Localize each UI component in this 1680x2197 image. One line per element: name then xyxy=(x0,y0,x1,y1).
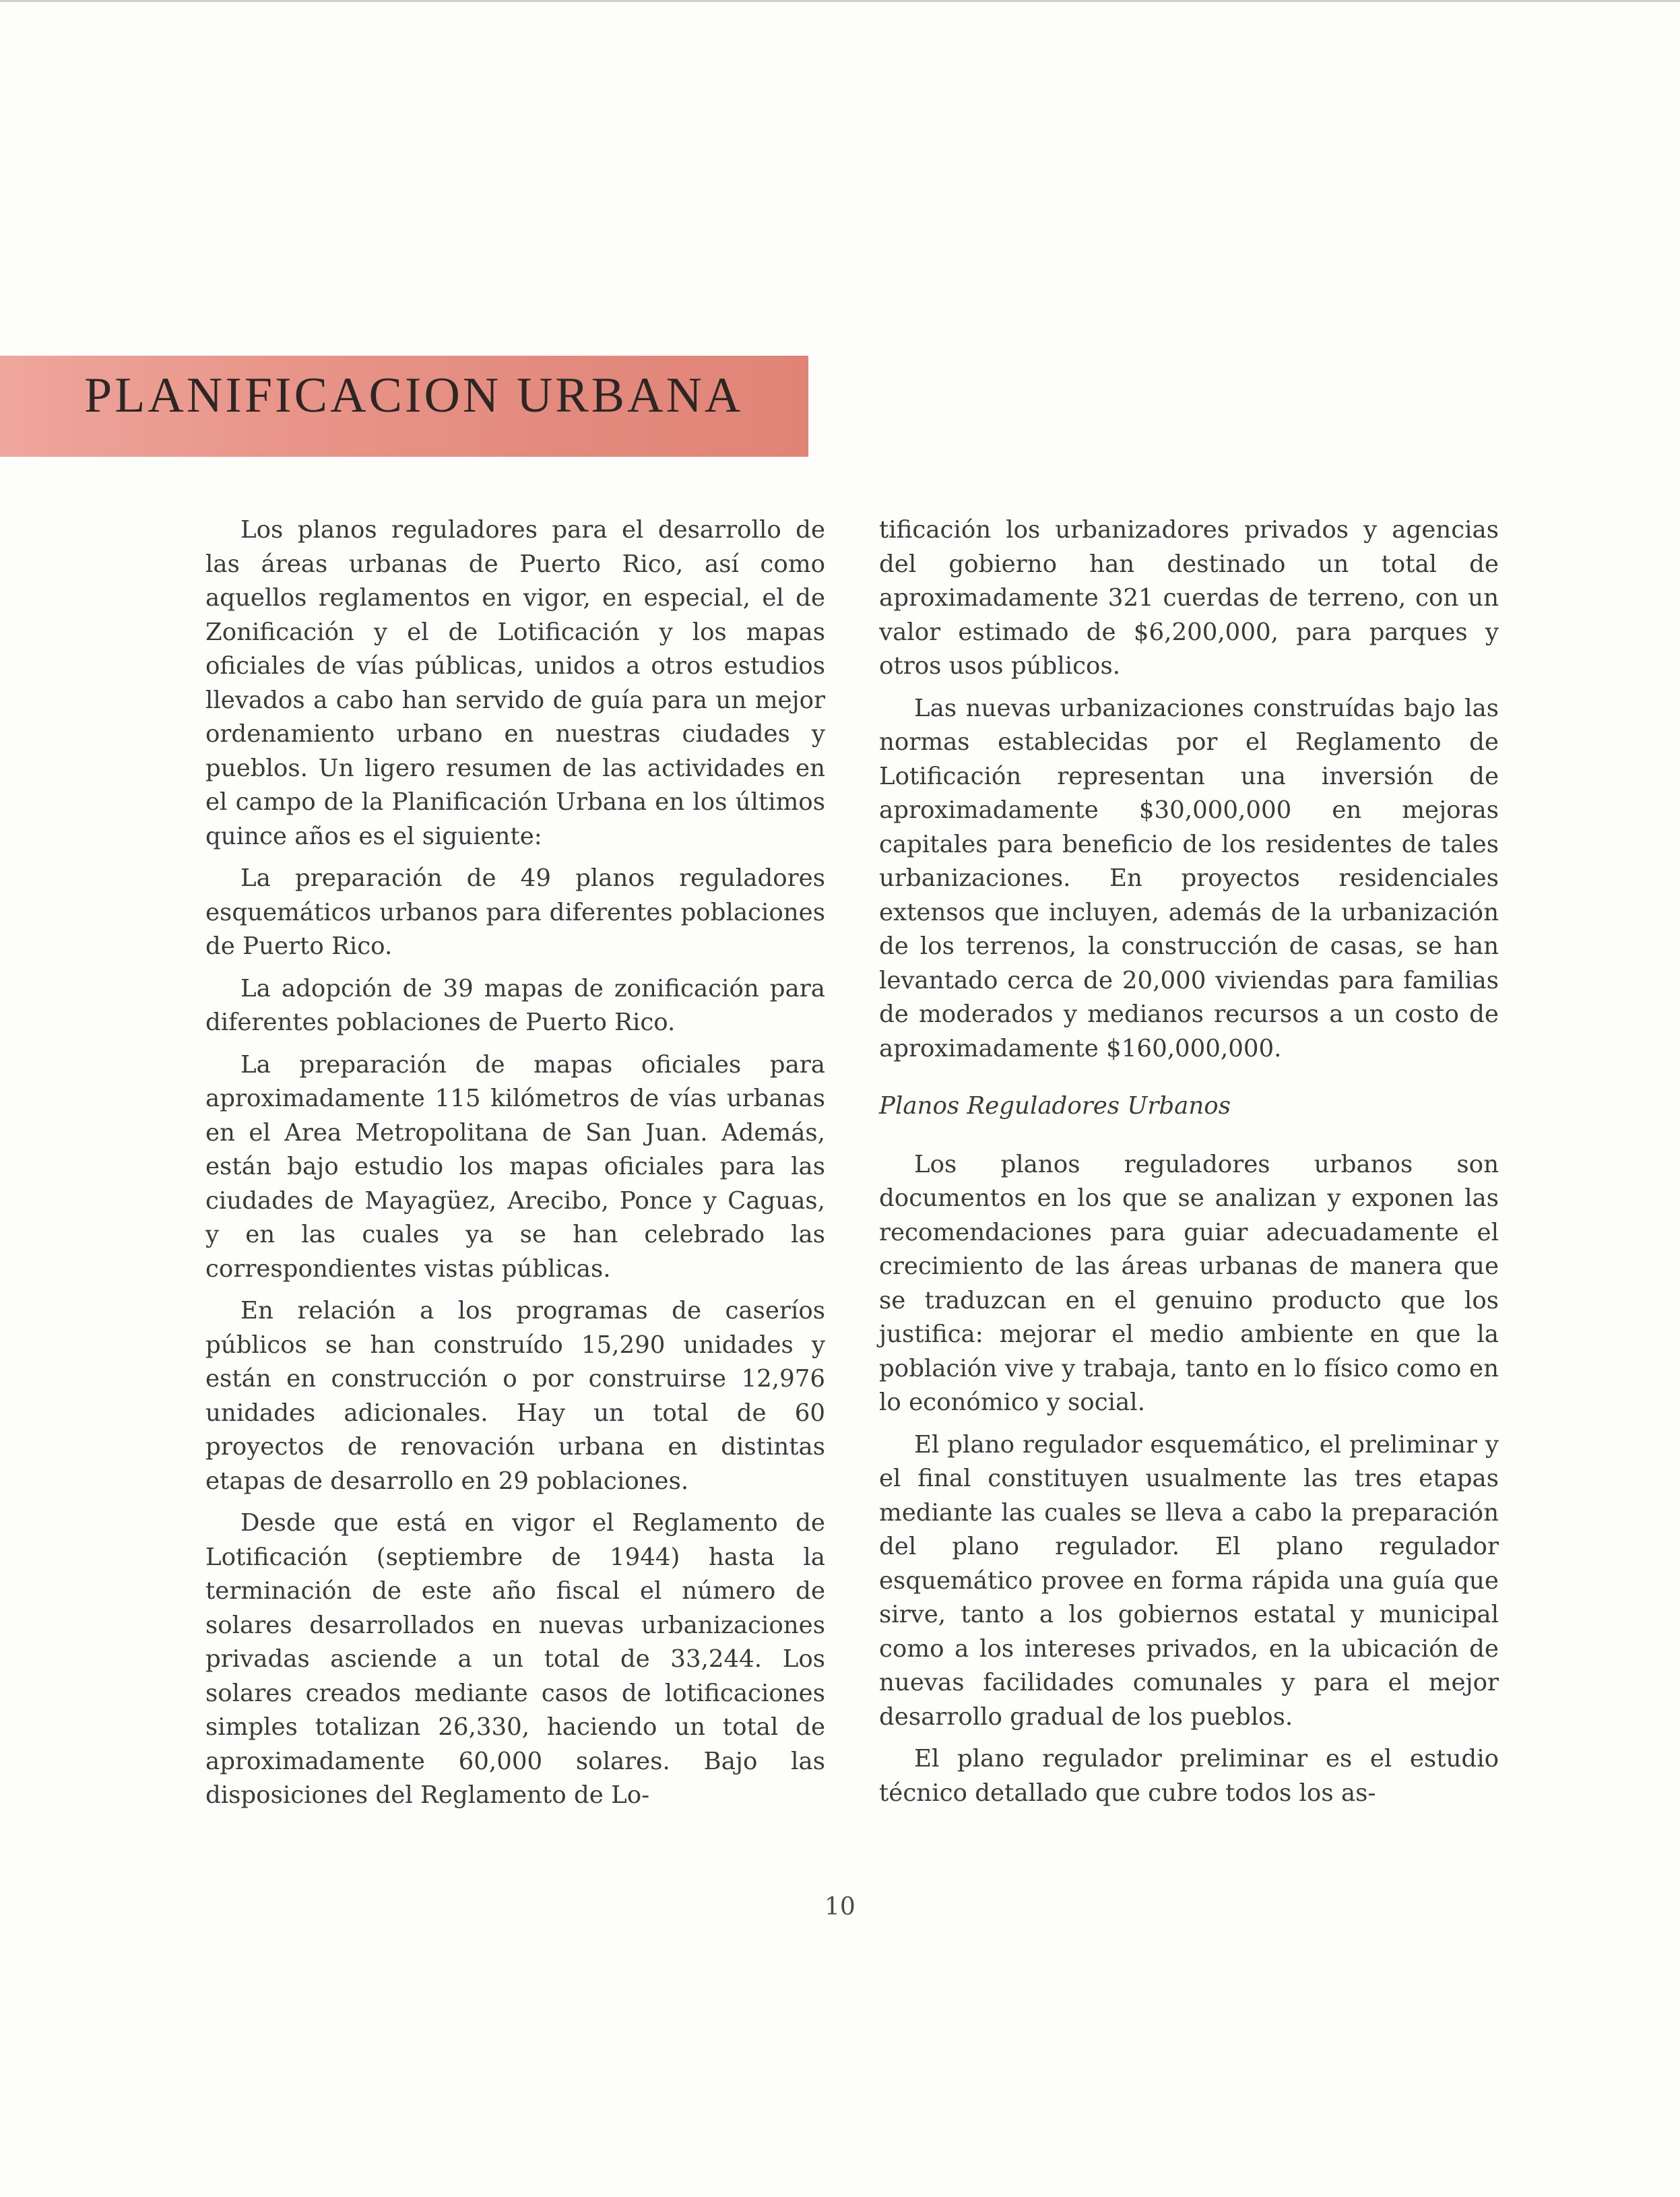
page-number: 10 xyxy=(825,1893,855,1921)
body-paragraph: El plano regulador esquemático, el preliminar y el final constituyen usualmente las tres etapas mediante las cuales se lleva a cabo la preparación del plano regulador. El plano regulador esquemático provee en forma rápida una guía que sirve, tanto a los gobiernos estatal y municipal como a los intereses privados, en la ubicación de nuevas facilidades comunales y para el mejor desarrollo gradual de los pueblos. xyxy=(879,1430,1499,1731)
body-paragraph: El plano regulador preliminar es el estudio técnico detallado que cubre todos los as- xyxy=(879,1745,1499,1807)
body-paragraph: Las nuevas urbanizaciones construídas bajo las normas establecidas por el Reglamento de Lotificación representan una inversión de aproximadamente $30,000,000 en mejoras capitales para beneficio de los residentes de tales urbanizaciones. En proyectos residenciales extensos que incluyen, además de la urbanización de los terrenos, la construcción de casas, se han levantado cerca de 20,000 viviendas para familias de moderados y medianos recursos a un costo de aproximadamente $160,000,000. xyxy=(879,694,1499,1062)
body-paragraph: La adopción de 39 mapas de zonificación para diferentes poblaciones de Puerto Rico. xyxy=(205,974,825,1036)
body-paragraph: La preparación de mapas oficiales para aproximadamente 115 kilómetros de vías urbanas en el Area Metropolitana de San Juan. Además, están bajo estudio los mapas oficiales para las ciudades de Mayagüez, Arecibo, Ponce y Caguas, y en las cuales ya se han celebrado las correspondientes vistas públicas. xyxy=(205,1050,825,1283)
left-column xyxy=(205,513,825,1821)
right-column xyxy=(879,513,1499,1818)
page-top-edge xyxy=(0,0,1680,2)
body-paragraph: La preparación de 49 planos reguladores esquemáticos urbanos para diferentes poblaciones de Puerto Rico. xyxy=(205,864,825,960)
body-paragraph: Desde que está en vigor el Reglamento de Lotificación (septiembre de 1944) hasta la terminación de este año fiscal el número de solares desarrollados en nuevas urbanizaciones privadas asciende a un total de 33,244. Los solares creados mediante casos de lotificaciones simples totalizan 26,330, haciendo un total de aproximadamente 60,000 solares. Bajo las disposiciones del Reglamento de Lo- xyxy=(205,1509,825,1809)
subheading: Planos Reguladores Urbanos xyxy=(879,1092,1231,1120)
body-paragraph: En relación a los programas de caseríos públicos se han construído 15,290 unidades y están en construcción o por construirse 12,976 unidades adicionales. Hay un total de 60 proyectos de renovación urbana en distintas etapas de desarrollo en 29 poblaciones. xyxy=(205,1297,825,1495)
body-paragraph: Los planos reguladores para el desarrollo de las áreas urbanas de Puerto Rico, así como aquellos reglamentos en vigor, en especial, el de Zonificación y el de Lotificación y los mapas oficiales de vías públicas, unidos a otros estudios llevados a cabo han servido de guía para un mejor ordenamiento urbano en nuestras ciudades y pueblos. Un ligero resumen de las actividades en el campo de la Planificación Urbana en los últimos quince años es el siguiente: xyxy=(205,516,825,850)
continued-paragraph: tificación los urbanizadores privados y agencias del gobierno han destinado un total de aproximadamente 321 cuerdas de terreno, con un valor estimado de $6,200,000, para parques y otros usos públicos. xyxy=(879,516,1499,680)
body-paragraph: Los planos reguladores urbanos son documentos en los que se analizan y exponen las recomendaciones para guiar adecuadamente el crecimiento de las áreas urbanas de manera que se traduzcan en el genuino producto que los justifica: mejorar el medio ambiente en que la población vive y trabaja, tanto en lo físico como en lo económico y social. xyxy=(879,1150,1499,1416)
section-title: PLANIFICACION URBANA xyxy=(84,368,744,423)
